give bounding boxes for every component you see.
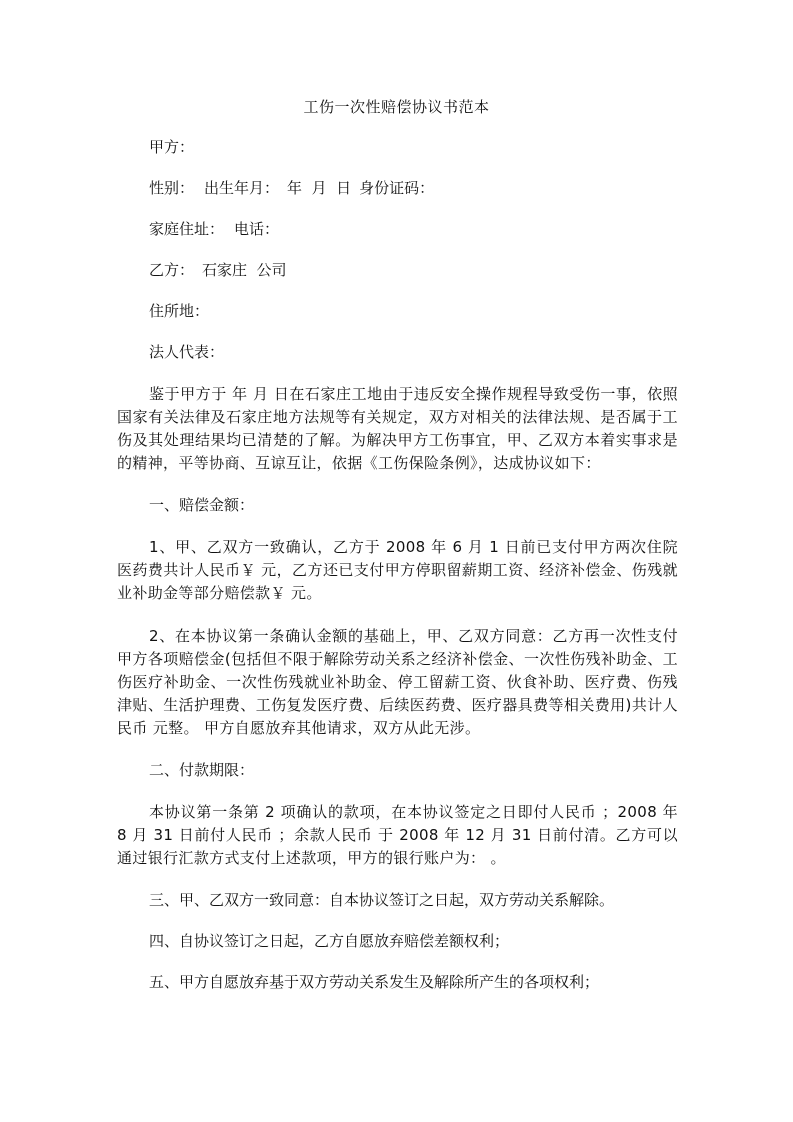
residence-line	[149, 301, 678, 321]
party-b-label: 乙方：	[149, 261, 195, 279]
section1-item1: 1、甲、乙双方一致确认，乙方于 2008 年 6 月 1 日前已支付甲方两次住院医药费共计人民币￥ 元，乙方还已支付甲方停职留薪期工资、经济补偿金、伤残就业补助金等部分赔偿款￥ 元。	[117, 538, 678, 602]
document-title: 工伤一次性赔偿协议书范本	[303, 98, 490, 116]
gender-label: 性别：	[149, 179, 195, 197]
party-a-info-line	[149, 178, 678, 198]
id-label: 身份证码：	[359, 179, 435, 197]
section2-body: 本协议第一条第 2 项确认的款项，在本协议签定之日即付人民币 ；2008 年 8 月 31 日前付人民币 ；余款人民币 于 2008 年 12 月 31 日前付清。乙方可以通过银行汇款方式支付上述款项，甲方的银行账户为： 。	[117, 803, 678, 867]
party-a-line	[149, 137, 678, 157]
preamble-paragraph: 鉴于甲方于 年 月 日在石家庄工地由于违反安全操作规程导致受伤一事，依照国家有关法律及石家庄地方法规等有关规定，双方对相关的法律法规、是否属于工伤及其处理结果均已清楚的了解。为解决甲方工伤事宜，甲、乙双方本着实事求是的精神，平等协商、互谅互让，依据《工伤保险条例》，达成协议如下：	[117, 385, 678, 472]
address-label: 家庭住址：	[149, 220, 225, 238]
legal-rep-label: 法人代表：	[149, 343, 225, 361]
party-b-name: 石家庄 公司	[202, 261, 287, 279]
residence-label: 住所地：	[149, 302, 210, 320]
legal-rep-line	[149, 342, 678, 362]
phone-label: 电话：	[234, 220, 280, 238]
birth-date-placeholder: 年 月 日	[287, 179, 352, 197]
section1-item2: 2、在本协议第一条确认金额的基础上，甲、乙双方同意：乙方再一次性支付甲方各项赔偿金(包括但不限于解除劳动关系之经济补偿金、一次性伤残补助金、工伤医疗补助金、一次性伤残就业补助金、停工留薪工资、伙食补助、医疗费、伤残津贴、生活护理费、工伤复发医疗费、后续医药费、医疗器具费等相关费用)共计人民币 元整。 甲方自愿放弃其他请求，双方从此无涉。	[117, 627, 678, 737]
section2-heading: 二、付款期限：	[149, 761, 255, 779]
birth-label: 出生年月：	[204, 179, 280, 197]
party-a-label: 甲方：	[149, 138, 195, 156]
party-a-contact-line	[149, 219, 678, 239]
section4-clause: 四、自协议签订之日起，乙方自愿放弃赔偿差额权利；	[149, 932, 510, 950]
section1-heading: 一、赔偿金额：	[149, 496, 255, 514]
document-body	[117, 137, 678, 1013]
party-b-line	[149, 260, 678, 280]
section5-clause: 五、甲方自愿放弃基于双方劳动关系发生及解除所产生的各项权利；	[149, 973, 600, 991]
section3-clause: 三、甲、乙双方一致同意：自本协议签订之日起，双方劳动关系解除。	[149, 891, 615, 909]
